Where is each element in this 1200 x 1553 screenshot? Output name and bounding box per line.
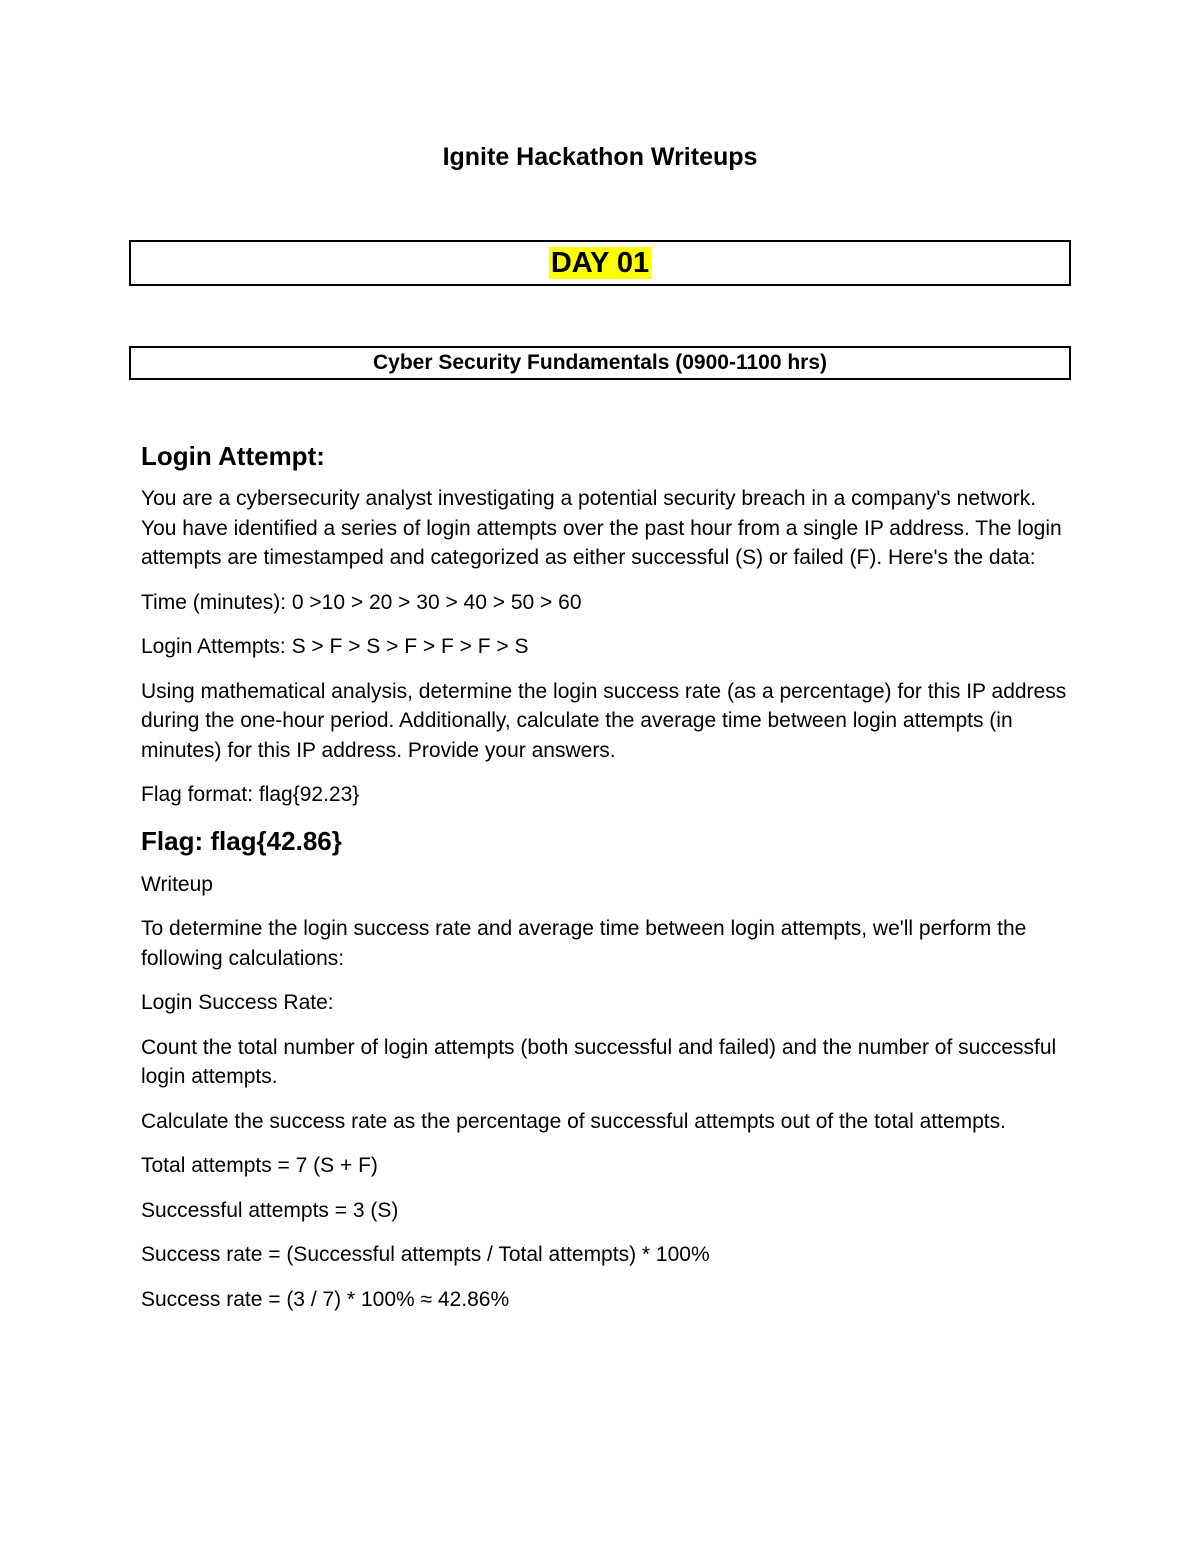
document-body (141, 440, 1071, 1329)
attempts-data-line: Login Attempts: S > F > S > F > F > F > S (141, 635, 529, 658)
challenge-question: Using mathematical analysis, determine the login success rate (as a percentage) for this IP address during the one-hour period. Additionally, calculate the average time between login attempts (in minutes) for this IP address. Provide your answers. (141, 679, 1067, 762)
success-rate-result: Success rate = (3 / 7) * 100% ≈ 42.86% (141, 1287, 510, 1311)
document-title: Ignite Hackathon Writeups (442, 143, 758, 171)
writeup-intro: To determine the login success rate and average time between login attempts, we'll perform the following calculations: (141, 917, 1027, 970)
flag-answer-heading: Flag: flag{42.86} (141, 825, 342, 856)
flag-format: Flag format: flag{92.23} (141, 783, 360, 806)
time-data-line: Time (minutes): 0 >10 > 20 > 30 > 40 > 50 > 60 (141, 590, 582, 614)
success-rate-formula: Success rate = (Successful attempts / Total attempts) * 100% (141, 1243, 710, 1266)
challenge-heading: Login Attempt: (141, 441, 325, 471)
challenge-description: You are a cybersecurity analyst investigating a potential security breach in a company's network. You have identified a series of login attempts over the past hour from a single IP address. The login attempts are timestamped and categorized as either successful (S) or failed (F). Here's the data: (141, 487, 1062, 569)
day-label: DAY 01 (550, 247, 650, 279)
writeup-step-1: Count the total number of login attempts (both successful and failed) and the number of successful login attempts. (141, 1035, 1057, 1088)
writeup-label: Writeup (141, 872, 213, 896)
total-attempts-line: Total attempts = 7 (S + F) (141, 1154, 378, 1177)
writeup-step-2: Calculate the success rate as the percentage of successful attempts out of the total attempts. (141, 1109, 1006, 1133)
success-rate-subheading: Login Success Rate: (141, 991, 334, 1014)
successful-attempts-line: Successful attempts = 3 (S) (141, 1198, 399, 1222)
day-banner (129, 240, 1071, 286)
session-banner: Cyber Security Fundamentals (0900-1100 hrs) (129, 346, 1071, 380)
